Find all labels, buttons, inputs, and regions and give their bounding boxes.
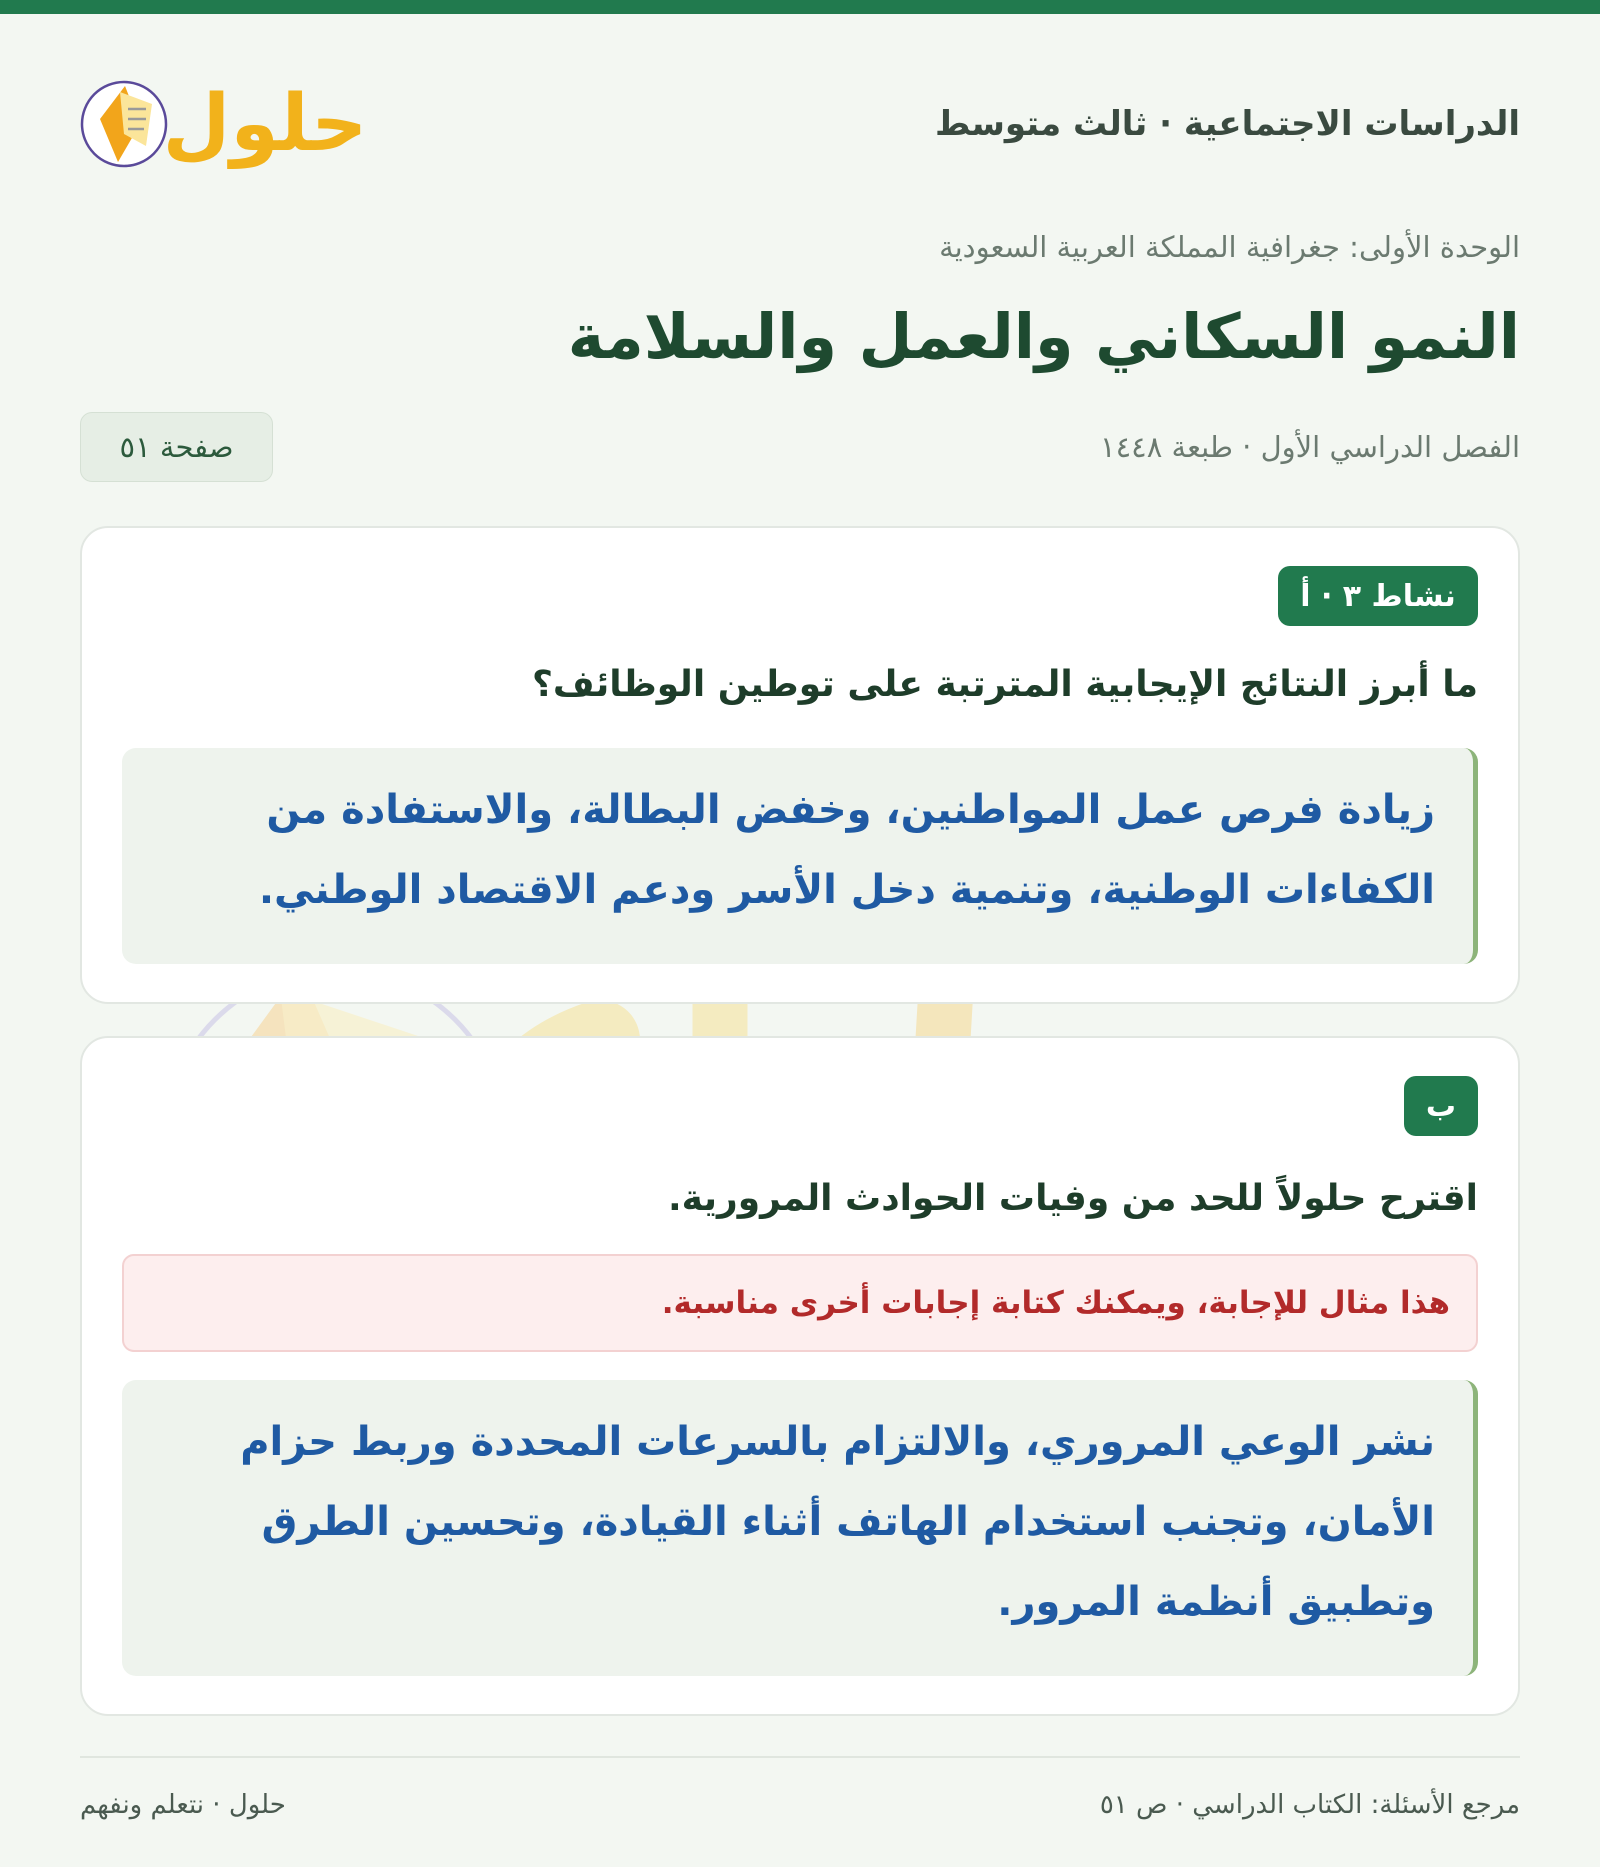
subject-title: الدراسات الاجتماعية · ثالث متوسط [935,104,1520,144]
footer-divider [80,1756,1520,1758]
footer-reference: مرجع الأسئلة: الكتاب الدراسي · ص ٥١ [1099,1790,1520,1820]
lesson-title: النمو السكاني والعمل والسلامة [567,300,1520,373]
question-a: ما أبرز النتائج الإيجابية المترتبة على توطين الوظائف؟ [532,664,1478,705]
activity-badge-b: ب [1404,1076,1478,1136]
page-number-badge: صفحة ٥١ [80,412,273,482]
answer-a: زيادة فرص عمل المواطنين، وخفض البطالة، والاستفادة من الكفاءات الوطنية، وتنمية دخل الأسر ودعم الاقتصاد الوطني. [122,748,1478,964]
activity-card-b [80,1036,1520,1716]
sample-answer-note: هذا مثال للإجابة، ويمكنك كتابة إجابات أخرى مناسبة. [122,1254,1478,1352]
page-header [80,64,1520,189]
hulool-logo[interactable] [80,64,370,174]
term-label: الفصل الدراسي الأول · طبعة ١٤٤٨ [1100,430,1520,464]
question-b: اقترح حلولاً للحد من وفيات الحوادث المرورية. [667,1178,1478,1219]
footer-brand: حلول · نتعلم ونفهم [80,1790,286,1820]
answer-b: نشر الوعي المروري، والالتزام بالسرعات المحددة وربط حزام الأمان، وتجنب استخدام الهاتف أثناء القيادة، وتحسين الطرق وتطبيق أنظمة المرور. [122,1380,1478,1676]
activity-card-a [80,526,1520,1004]
unit-label: الوحدة الأولى: جغرافية المملكة العربية السعودية [939,230,1520,264]
activity-badge-a: نشاط ٣ · أ [1278,566,1478,626]
top-accent-bar [0,0,1600,14]
logo-wordmark: حلول [162,79,368,169]
